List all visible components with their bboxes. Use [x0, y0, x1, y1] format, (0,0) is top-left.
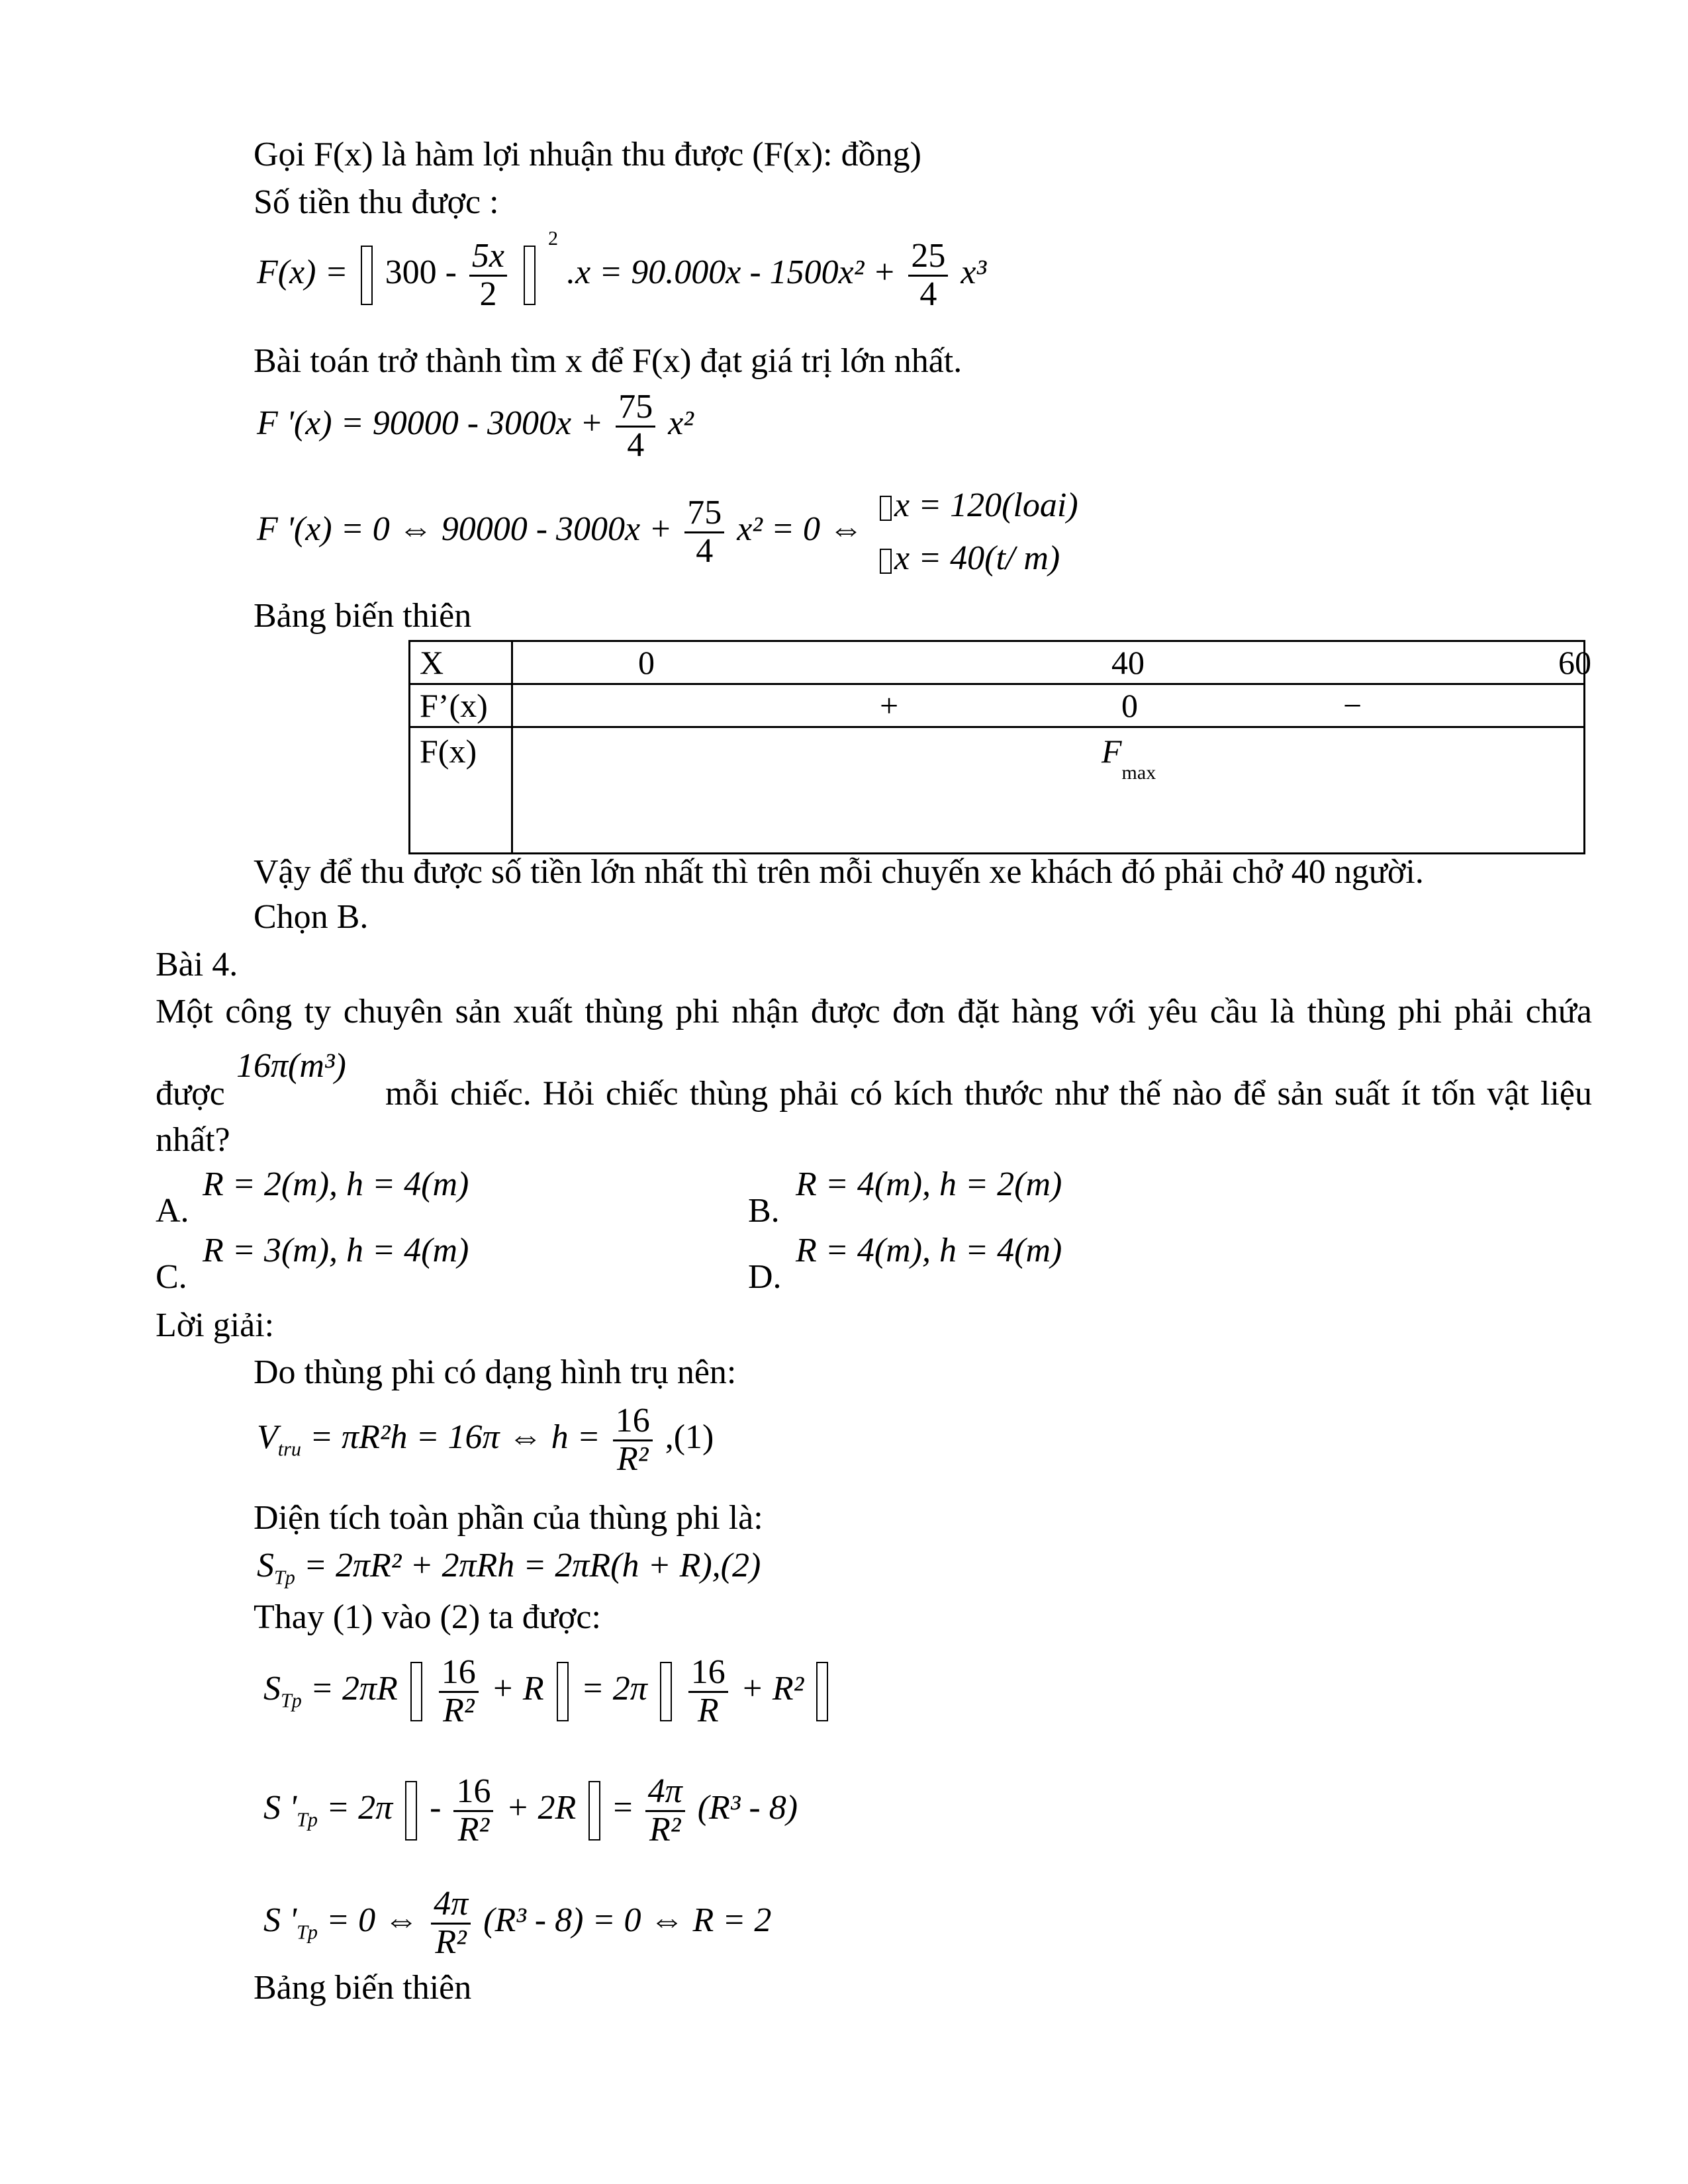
option-b-value[interactable]: R = 4(m), h = 2(m)	[796, 1165, 1062, 1203]
cp-frac-num: 4π	[431, 1886, 471, 1925]
option-c-value[interactable]: R = 3(m), h = 4(m)	[203, 1232, 469, 1269]
surface-rhs: = 2πR² + 2πRh = 2πR(h + R),(2)	[303, 1547, 761, 1584]
row-deriv-values	[512, 684, 1585, 727]
deriv-sign-plus: +	[880, 687, 899, 724]
fx-rhs: .x = 90.000x - 1500x² +	[567, 253, 905, 292]
formula-critical-point	[263, 1886, 771, 1960]
problem-volume: 16π(m³)	[236, 1047, 346, 1085]
x-value-40: 40	[1111, 644, 1145, 681]
fx-frac2-den: 4	[919, 275, 937, 313]
sd-neg: -	[430, 1789, 442, 1827]
fx-exponent: 2	[548, 226, 559, 250]
cp-fraction	[431, 1886, 471, 1960]
table-row	[410, 684, 1585, 727]
volume-frac-den: R²	[617, 1439, 649, 1478]
solution-line-4: Bảng biến thiên	[254, 1969, 472, 2007]
sub-frac-den: R²	[443, 1691, 475, 1729]
deriv-fraction	[616, 389, 655, 463]
sub-fraction	[439, 1655, 479, 1729]
case-1: x = 120(loai)	[894, 486, 1078, 524]
eq-frac-num: 75	[684, 495, 724, 533]
sub-lhs: = 2πR	[310, 1670, 398, 1708]
case-bracket-bottom-icon	[880, 549, 892, 574]
intro-line-1: Gọi F(x) là hàm lợi nhuận thu được (F(x): đồng)	[254, 136, 921, 173]
sd-frac-num: 16	[453, 1774, 493, 1812]
fx-frac2-num: 25	[908, 238, 948, 277]
surface-symbol: S	[257, 1547, 274, 1584]
bracket-left-icon	[361, 246, 373, 305]
deriv-frac-num: 75	[616, 389, 655, 428]
case-2: x = 40(t/ m)	[894, 539, 1060, 577]
table-heading: Bảng biến thiên	[254, 597, 472, 635]
cp-eq: = 0 ⇔	[326, 1901, 419, 1940]
eq-frac-den: 4	[696, 531, 714, 570]
fx-frac-den: 2	[479, 275, 497, 313]
variation-table	[408, 640, 1591, 854]
fx-lhs: F(x) =	[257, 253, 348, 292]
sub-frac2-num: 16	[688, 1655, 728, 1693]
sd-mid: + 2R	[506, 1789, 577, 1827]
deriv-frac-den: 4	[627, 426, 645, 464]
sd-subscript: Tp	[297, 1808, 318, 1831]
formula-surface	[257, 1547, 761, 1589]
f-max	[1102, 733, 1156, 784]
problem-title: Bài 4.	[156, 946, 238, 983]
volume-symbol: V	[257, 1418, 278, 1457]
x-value-60: 60	[1558, 644, 1591, 681]
problem-word-duoc: được	[156, 1075, 225, 1113]
eq-lhs: F '(x) = 0 ⇔ 90000 - 3000x +	[257, 510, 681, 549]
option-a-letter[interactable]: A.	[156, 1192, 189, 1230]
sd-frac2-num: 4π	[645, 1774, 685, 1812]
bracket-right-icon	[588, 1781, 600, 1841]
sub-tail: + R²	[740, 1670, 804, 1708]
deriv-sign-minus: −	[1343, 687, 1362, 724]
volume-subscript: tru	[277, 1437, 301, 1461]
sd-frac2-den: R²	[649, 1810, 681, 1848]
cp-symbol: S '	[263, 1901, 297, 1940]
case-bracket	[877, 488, 1078, 523]
row-f-values	[512, 727, 1585, 854]
sd-tail: (R³ - 8)	[697, 1789, 798, 1827]
fx-frac-num: 5x	[469, 238, 507, 277]
fx-inner: 300 -	[385, 253, 457, 292]
fx-fraction	[469, 238, 507, 312]
bracket-left-icon	[405, 1781, 417, 1841]
formula-derivative	[257, 389, 694, 463]
f-max-symbol: F	[1102, 733, 1122, 770]
sd-frac-den: R²	[457, 1810, 490, 1848]
formula-equation	[257, 495, 863, 569]
volume-mid: = πR²h = 16π ⇔ h =	[309, 1418, 609, 1457]
case-bracket-top-icon	[880, 496, 892, 521]
sd-eq2: =	[613, 1789, 633, 1827]
formula-volume	[257, 1403, 714, 1477]
cp-frac-den: R²	[435, 1923, 467, 1961]
sd-fraction-2	[645, 1774, 685, 1848]
formula-substitution	[263, 1655, 832, 1729]
sub-subscript: Tp	[281, 1689, 302, 1712]
row-x-values	[512, 641, 1591, 684]
fx-tail: x³	[961, 253, 987, 292]
eq-fraction	[684, 495, 724, 569]
case-bracket-2	[877, 541, 1060, 576]
sub-eq: = 2π	[581, 1670, 647, 1708]
option-d-letter[interactable]: D.	[748, 1258, 782, 1296]
solution-line-3: Thay (1) vào (2) ta được:	[254, 1598, 601, 1636]
volume-frac-num: 16	[613, 1403, 653, 1441]
deriv-lhs: F '(x) = 90000 - 3000x +	[257, 404, 612, 443]
sub-symbol: S	[263, 1670, 281, 1708]
sd-fraction	[453, 1774, 493, 1848]
sub-frac-num: 16	[439, 1655, 479, 1693]
deriv-zero: 0	[1121, 687, 1138, 724]
sd-eq: = 2π	[326, 1789, 393, 1827]
problem-text-2: mỗi chiếc. Hỏi chiếc thùng phải có kích thước như thế nào để sản suất ít tốn vật liệu	[385, 1075, 1592, 1113]
row-deriv-label: F’(x)	[410, 684, 512, 727]
problem-text-1: Một công ty chuyên sản xuất thùng phi nhận được đơn đặt hàng với yêu cầu là thùng phi phải chứa	[156, 993, 1592, 1030]
formula-surface-derivative	[263, 1774, 798, 1848]
option-a-value[interactable]: R = 2(m), h = 4(m)	[203, 1165, 469, 1203]
sub-fraction-2	[688, 1655, 728, 1729]
solution-heading: Lời giải:	[156, 1306, 275, 1344]
table-row	[410, 641, 1585, 684]
option-b-letter[interactable]: B.	[748, 1192, 780, 1230]
bracket-left-icon	[660, 1662, 672, 1721]
bracket-right-icon	[816, 1662, 828, 1721]
solution-line-2: Diện tích toàn phần của thùng phi là:	[254, 1499, 763, 1537]
surface-subscript: Tp	[274, 1566, 295, 1589]
volume-tail: ,(1)	[665, 1418, 714, 1457]
bracket-left-icon	[410, 1662, 422, 1721]
cp-tail: (R³ - 8) = 0 ⇔ R = 2	[483, 1901, 772, 1940]
bracket-right-icon	[524, 246, 536, 305]
intro-line-2: Số tiền thu được :	[254, 183, 499, 221]
problem-text-3: nhất?	[156, 1121, 230, 1159]
solution-line-1: Do thùng phi có dạng hình trụ nên:	[254, 1353, 737, 1391]
table-row	[410, 727, 1585, 854]
cp-subscript: Tp	[297, 1921, 318, 1944]
formula-fx	[257, 226, 987, 313]
f-max-subscript: max	[1121, 762, 1156, 784]
row-x-label: X	[410, 641, 512, 684]
choice-line: Chọn B.	[254, 898, 369, 936]
row-f-label: F(x)	[410, 727, 512, 854]
volume-fraction	[613, 1403, 653, 1477]
option-c-letter[interactable]: C.	[156, 1258, 187, 1296]
option-d-value[interactable]: R = 4(m), h = 4(m)	[796, 1232, 1062, 1269]
bracket-right-icon	[557, 1662, 569, 1721]
sub-frac2-den: R	[697, 1691, 719, 1729]
eq-tail: x² = 0 ⇔	[737, 510, 863, 549]
intro-line-3: Bài toán trở thành tìm x để F(x) đạt giá trị lớn nhất.	[254, 342, 962, 380]
deriv-tail: x²	[668, 404, 694, 443]
conclusion-line: Vậy để thu được số tiền lớn nhất thì trên mỗi chuyến xe khách đó phải chở 40 người.	[254, 853, 1424, 891]
sub-mid: + R	[491, 1670, 544, 1708]
x-value-0: 0	[638, 644, 655, 681]
fx-fraction-2	[908, 238, 948, 312]
sd-symbol: S '	[263, 1789, 297, 1827]
